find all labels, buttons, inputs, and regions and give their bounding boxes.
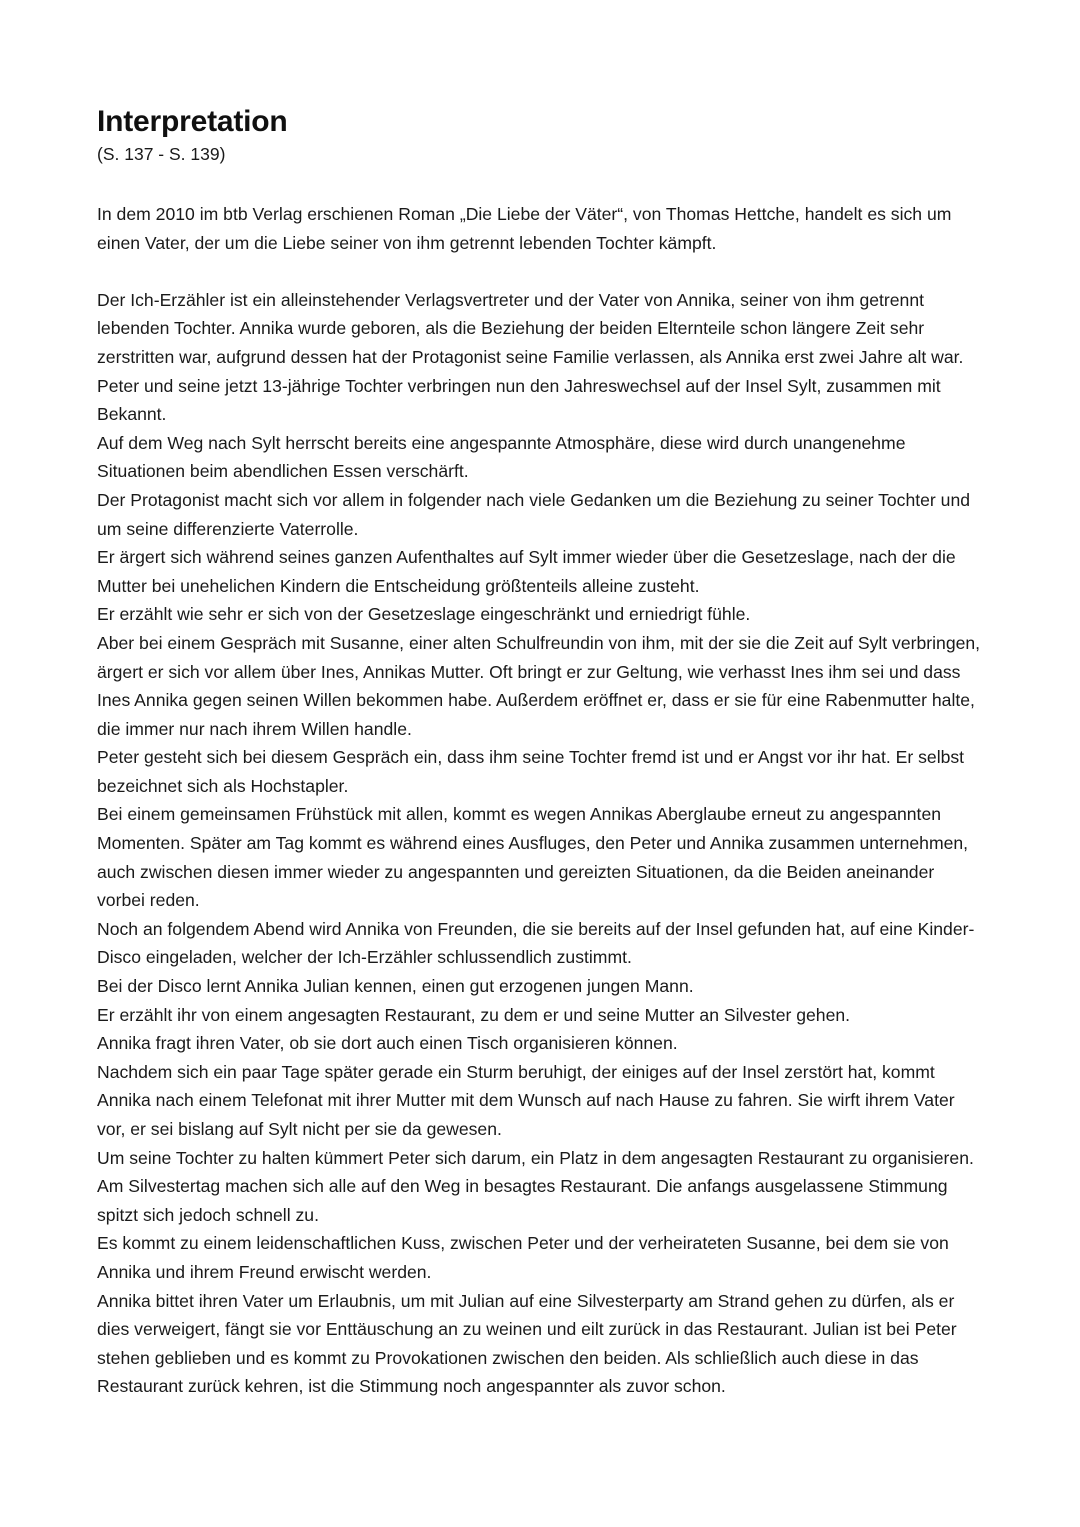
paragraph-breakfast-superstition: Bei einem gemeinsamen Frühstück mit allen, kommt es wegen Annikas Aberglaube erneut zu angespannten Momenten. Später am Tag kommt es während eines Ausfluges, den Peter und Annika zusammen unternehmen, auch zwischen diesen immer wieder zu angespannten und gereizten Situationen, da die Beiden aneinander vorbei reden. [97, 804, 969, 911]
paragraph-fatherhood-thoughts: Der Protagonist macht sich vor allem in folgender nach viele Gedanken um die Beziehung zu seiner Tochter und um seine differenzierte Vaterrolle. [97, 489, 971, 539]
paragraph-humiliation: Er erzählt wie sehr er sich von der Gesetzeslage eingeschränkt und erniedrigt fühle. [97, 604, 751, 625]
paragraph-tense-atmosphere: Auf dem Weg nach Sylt herrscht bereits eine angespannte Atmosphäre, diese wird durch unangenehme Situationen beim abendlichen Essen verschärft. [97, 432, 906, 482]
paragraph-peter-confession: Peter gesteht sich bei diesem Gespräch ein, dass ihm seine Tochter fremd ist und er Angst vor ihr hat. Er selbst bezeichnet sich als Hochstapler. [97, 747, 965, 796]
paragraph-table-request: Annika fragt ihren Vater, ob sie dort auch einen Tisch organisieren können. [97, 1033, 678, 1054]
paragraph-reservation-effort: Um seine Tochter zu halten kümmert Peter sich darum, ein Platz in dem angesagten Restaurant zu organisieren. [97, 1147, 974, 1168]
paragraph-beach-party-refusal: Annika bittet ihren Vater um Erlaubnis, um mit Julian auf eine Silvesterparty am Strand gehen zu dürfen, als er dies verweigert, fängt sie vor Enttäuschung an zu weinen und eilt zurück in das Restaurant. Julian ist bei Peter stehen geblieben und es kommt zu Provokationen zwischen den beiden. Als schließlich auch diese in das Restaurant zurück kehren, ist die Stimmung noch angespannter als zuvor schon. [97, 1290, 957, 1397]
page-title: Interpretation [97, 105, 288, 138]
paragraph-storm-phonecall: Nachdem sich ein paar Tage später gerade ein Sturm beruhigt, der einiges auf der Insel zerstört hat, kommt Annika nach einem Telefonat mit ihrer Mutter mit dem Wunsch auf nach Hause zu fahren. Sie wirft ihrem Vater vor, er sei bislang auf Sylt nicht per sie da gewesen. [97, 1061, 955, 1139]
paragraph-intro: In dem 2010 im btb Verlag erschienen Roman „Die Liebe der Väter“, von Thomas Hettche, handelt es sich um einen Vater, der um die Liebe seiner von ihm getrennt lebenden Tochter kämpft. [97, 204, 952, 253]
paragraph-new-years-eve: Am Silvestertag machen sich alle auf den Weg in besagtes Restaurant. Die anfangs ausgelassene Stimmung spitzt sich jedoch schnell zu. [97, 1176, 948, 1225]
document-body [97, 200, 985, 1401]
page-subtitle: (S. 137 - S. 139) [97, 144, 226, 164]
paragraph-legal-situation: Er ärgert sich während seines ganzen Aufenthaltes auf Sylt immer wieder über die Gesetzeslage, nach der die Mutter bei unehelichen Kindern die Entscheidung größtenteils alleine zusteht. [97, 547, 956, 596]
paragraph-susanne-conversation: Aber bei einem Gespräch mit Susanne, einer alten Schulfreundin von ihm, mit der sie die Zeit auf Sylt verbringen, ärgert er sich vor allem über Ines, Annikas Mutter. Oft bringt er zur Geltung, wie verhasst Ines ihm sei und dass Ines Annika gegen seinen Willen bekommen habe. Außerdem eröffnet er, dass er sie für eine Rabenmutter halte, die immer nur nach ihrem Willen handle. [97, 632, 981, 739]
paragraph-sylt-trip: Peter und seine jetzt 13-jährige Tochter verbringen nun den Jahreswechsel auf der Insel Sylt, zusammen mit Bekannt. [97, 375, 941, 425]
paragraph-kinder-disco: Noch an folgendem Abend wird Annika von Freunden, die sie bereits auf der Insel gefunden hat, auf eine Kinder-Disco eingeladen, welcher der Ich-Erzähler schlussendlich zustimmt. [97, 918, 975, 968]
paragraph-kiss-scene: Es kommt zu einem leidenschaftlichen Kuss, zwischen Peter und der verheirateten Susanne, bei dem sie von Annika und ihrem Freund erwischt werden. [97, 1233, 949, 1282]
paragraph-narrator-intro: Der Ich-Erzähler ist ein alleinstehender Verlagsvertreter und der Vater von Annika, seiner von ihm getrennt lebenden Tochter. Annika wurde geboren, als die Beziehung der beiden Elternteile schon längere Zeit sehr zerstritten war, aufgrund dessen hat der Protagonist seine Familie verlassen, als Annika erst zwei Jahre alt war. [97, 289, 964, 367]
paragraph-restaurant-mention: Er erzählt ihr von einem angesagten Restaurant, zu dem er und seine Mutter an Silvester gehen. [97, 1004, 851, 1025]
paragraph-julian-meeting: Bei der Disco lernt Annika Julian kennen, einen gut erzogenen jungen Mann. [97, 976, 694, 997]
